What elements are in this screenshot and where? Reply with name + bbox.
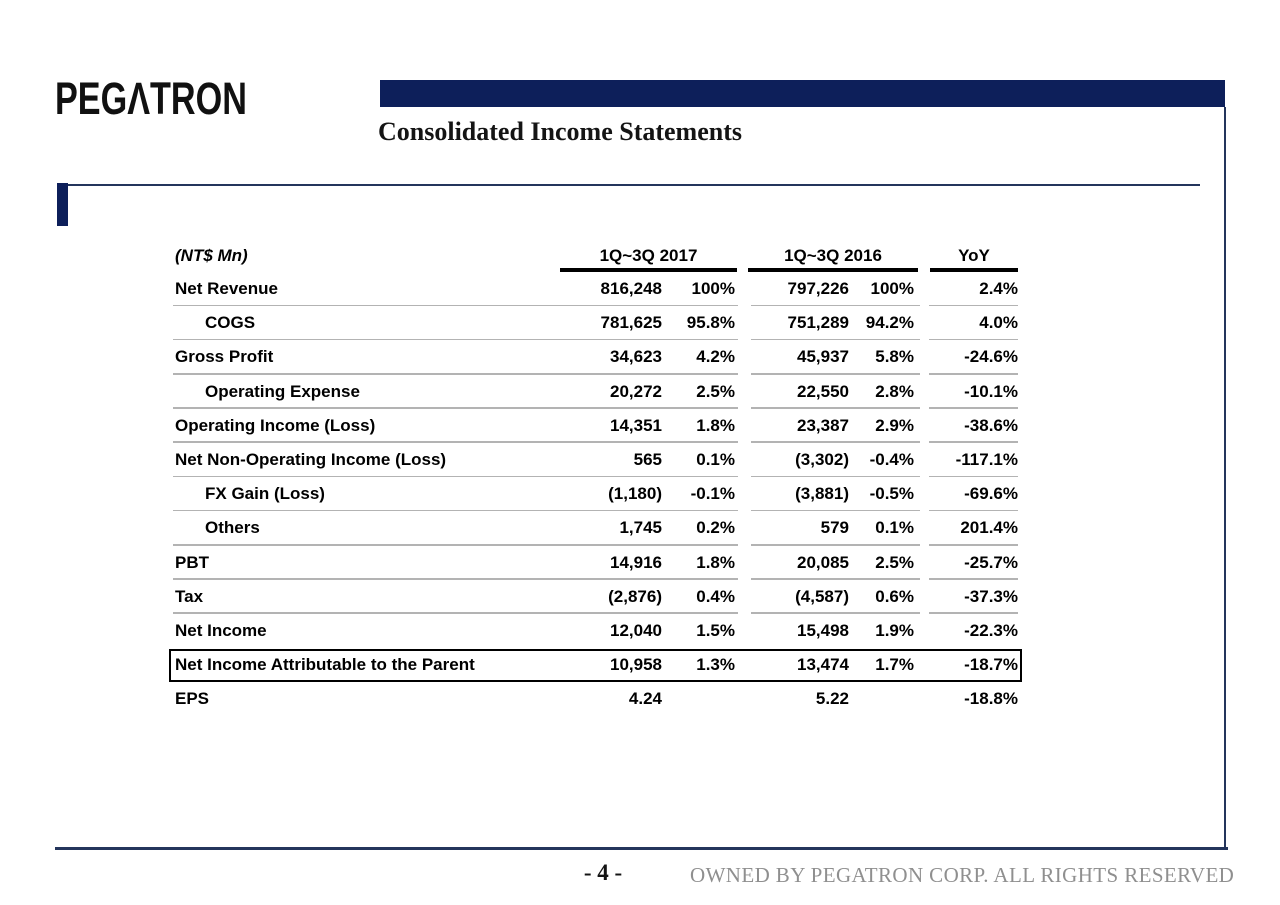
row-label: Tax	[175, 586, 204, 606]
cell-2016-value: 20,085	[797, 552, 849, 572]
row-label: Others	[205, 518, 260, 538]
cell-2016-pct: 1.9%	[875, 620, 914, 640]
cell-2017-pct: 2.5%	[696, 381, 735, 401]
table-row-eps	[173, 682, 1018, 716]
cell-yoy: -18.8%	[964, 689, 1018, 709]
cell-2016-pct: 2.8%	[875, 381, 914, 401]
cell-2016-value: 13,474	[797, 655, 849, 675]
pegatron-logo: PEGΛTRON	[55, 73, 247, 124]
row-label: EPS	[175, 689, 210, 709]
row-label: Operating Expense	[205, 381, 360, 401]
row-label: Operating Income (Loss)	[175, 415, 376, 435]
left-accent-bar	[57, 183, 68, 226]
cell-2016-value: (3,881)	[795, 484, 849, 504]
cell-2016-pct: 94.2%	[865, 313, 914, 333]
table-row-tax	[173, 580, 1018, 614]
cell-2016-value: 22,550	[797, 381, 849, 401]
row-label: Gross Profit	[175, 347, 274, 367]
cell-2017-value: 10,958	[610, 655, 662, 675]
cell-yoy: -37.3%	[964, 586, 1018, 606]
row-label: Net Non-Operating Income (Loss)	[175, 449, 447, 469]
page-number: - 4 -	[583, 860, 623, 885]
cell-2017-value: 14,351	[610, 415, 662, 435]
table-row-pbt	[173, 546, 1018, 580]
slide-title: Consolidated Income Statements	[378, 117, 742, 146]
cell-2016-value: 751,289	[787, 313, 849, 333]
cell-2017-pct: 1.8%	[696, 415, 735, 435]
cell-2016-pct: 100%	[870, 279, 914, 298]
cell-2017-pct: 0.2%	[696, 518, 735, 538]
header-rule	[68, 184, 1200, 186]
cell-2016-value: 5.22	[815, 689, 849, 709]
cell-2016-value: 45,937	[797, 347, 849, 367]
cell-2017-pct: -0.1%	[690, 484, 735, 504]
cell-2017-value: (1,180)	[608, 484, 662, 504]
column-header-2016: 1Q~3Q 2016	[784, 246, 882, 265]
cell-2016-pct: 1.7%	[875, 655, 914, 675]
cell-2017-value: 20,272	[610, 381, 662, 401]
cell-yoy: 4.0%	[979, 313, 1018, 333]
cell-2016-value: (4,587)	[795, 586, 849, 606]
row-label: FX Gain (Loss)	[205, 484, 325, 504]
footer-rule	[55, 847, 1228, 850]
cell-yoy: 2.4%	[979, 279, 1018, 298]
column-header-yoy: YoY	[958, 246, 990, 265]
cell-yoy: -69.6%	[964, 484, 1018, 504]
row-label: Net Income Attributable to the Parent	[175, 655, 475, 675]
cell-2016-pct: 2.9%	[875, 415, 914, 435]
cell-2016-value: (3,302)	[795, 449, 849, 469]
row-label: Net Revenue	[175, 279, 278, 298]
cell-2017-value: 1,745	[619, 518, 662, 538]
title-accent-bar	[380, 80, 1225, 107]
cell-2016-pct: -0.4%	[869, 449, 914, 469]
cell-2017-pct: 1.3%	[696, 655, 735, 675]
cell-2016-pct: -0.5%	[869, 484, 914, 504]
cell-2017-value: 14,916	[610, 552, 662, 572]
cell-2017-pct: 1.5%	[696, 620, 735, 640]
table-row-others	[173, 511, 1018, 545]
copyright-text: OWNED BY PEGATRON CORP. ALL RIGHTS RESERVED	[690, 863, 1235, 887]
table-row-operating-income	[173, 409, 1018, 443]
table-row-net-revenue	[173, 272, 1018, 306]
cell-2017-value: (2,876)	[608, 586, 662, 606]
cell-2016-pct: 5.8%	[875, 347, 914, 367]
cell-yoy: -18.7%	[964, 655, 1018, 675]
cell-2016-pct: 2.5%	[875, 552, 914, 572]
table-row-net-income	[173, 614, 1018, 648]
table-row-net-non-operating	[173, 443, 1018, 477]
cell-2017-pct: 100%	[691, 279, 735, 298]
table-header-row	[173, 242, 1018, 272]
table-row-cogs	[173, 306, 1018, 340]
cell-yoy: -25.7%	[964, 552, 1018, 572]
table-row-fx-gain	[173, 477, 1018, 511]
cell-2017-value: 781,625	[600, 313, 662, 333]
cell-2017-pct: 95.8%	[686, 313, 735, 333]
cell-yoy: -38.6%	[964, 415, 1018, 435]
unit-label: (NT$ Mn)	[175, 246, 248, 265]
table-row-net-income-parent	[173, 648, 1018, 682]
row-label: COGS	[205, 313, 256, 333]
right-border-rule	[1224, 107, 1226, 849]
cell-2017-value: 816,248	[600, 279, 662, 298]
cell-2017-value: 12,040	[610, 620, 662, 640]
cell-yoy: -10.1%	[964, 381, 1018, 401]
cell-2017-pct: 4.2%	[696, 347, 735, 367]
table-row-gross-profit	[173, 340, 1018, 374]
cell-2016-pct: 0.1%	[875, 518, 914, 538]
income-statement-table	[173, 242, 1018, 716]
row-label: Net Income	[175, 620, 267, 640]
cell-2017-pct: 0.1%	[696, 449, 735, 469]
column-header-2017: 1Q~3Q 2017	[599, 246, 698, 265]
table-row-operating-expense	[173, 375, 1018, 409]
cell-2016-value: 579	[820, 518, 849, 538]
cell-2016-value: 23,387	[797, 415, 849, 435]
cell-2017-value: 565	[633, 449, 662, 469]
cell-2017-pct: 1.8%	[696, 552, 735, 572]
row-label: PBT	[175, 552, 209, 572]
cell-yoy: -22.3%	[964, 620, 1018, 640]
cell-2017-value: 34,623	[610, 347, 662, 367]
cell-yoy: -117.1%	[955, 449, 1018, 469]
cell-2017-pct: 0.4%	[696, 586, 735, 606]
cell-2016-value: 15,498	[797, 620, 849, 640]
cell-2016-pct: 0.6%	[875, 586, 914, 606]
cell-2016-value: 797,226	[787, 279, 849, 298]
cell-yoy: 201.4%	[960, 518, 1018, 538]
cell-2017-value: 4.24	[628, 689, 662, 709]
cell-yoy: -24.6%	[964, 347, 1018, 367]
